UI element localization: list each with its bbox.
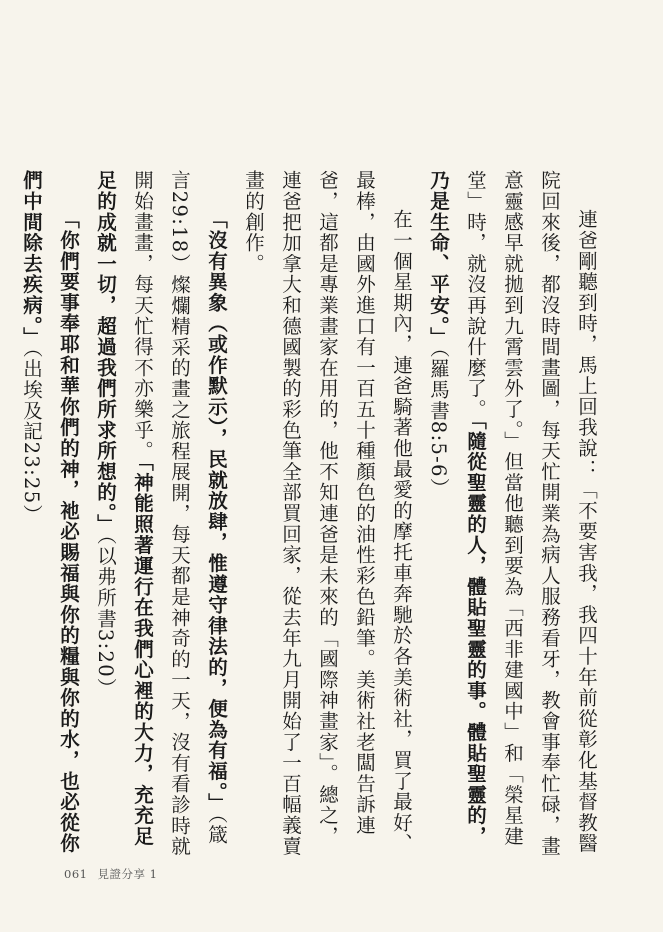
paragraph-1-run-1: 連爸剛聽到時，馬上回我說：「不要害我，我四十年前從彰化基督教醫院回來後，都沒時間畫圖，每天忙開業為病人服務看牙，教會事奉忙碌，畫意靈感早就拋到九霄雲外了。」但當他聽到要為「西非建國中」和「榮星建堂」時，就沒再說什麼了。 [464,170,598,857]
paragraph-1-run-3: （羅馬書8:5-6） [427,347,450,499]
section-title: 見證分享 1 [97,867,158,881]
paragraph-3-run-1: 「沒有異象（或作默示），民就放肆，惟遵守律法的，便為有福。」 [205,209,228,814]
paragraph-1 [420,170,605,860]
paragraph-4-run-1: 「你們要事奉耶和華你們的神，祂必賜福與你的糧與你的水，也必從你們中間除去疾病。」 [20,170,80,854]
paragraph-4 [13,170,87,860]
page-number: 061 [64,867,88,881]
paragraph-3 [87,170,235,860]
paragraph-2-run-1: 在一個星期內，連爸騎著他最愛的摩托車奔馳於各美術社，買了最好、最棒，由國外進口有一百五十種顏色的油性彩色鉛筆。美術社老闆告訴連爸，這都是專業畫家在用的，他不知連爸是未來的「國際神畫家」。總之，連爸把加拿大和德國製的彩色筆全部買回家，從去年九月開始了一百幅義賣畫的創作。 [242,170,413,857]
paragraph-2 [235,170,420,860]
paragraph-3-run-2: （箴言29:18）燦爛精采的畫之旅程展開，每天都是神奇的一天，沒有看診時就開始畫畫，每天忙得不亦樂乎。 [131,170,228,857]
vertical-text-body [13,170,605,860]
paragraph-3-run-4: （以弗所書3:20） [94,534,117,699]
paragraph-3-run-3: 「神能照著運行在我們心裡的大力，充充足足的成就一切，超過我們所求所想的。」 [94,170,154,847]
page-footer [64,866,157,882]
paragraph-1-run-2: 「隨從聖靈的人，體貼聖靈的事。體貼聖靈的，乃是生命、平安。」 [427,170,487,847]
paragraph-4-run-2: （出埃及記23:25） [20,347,43,526]
